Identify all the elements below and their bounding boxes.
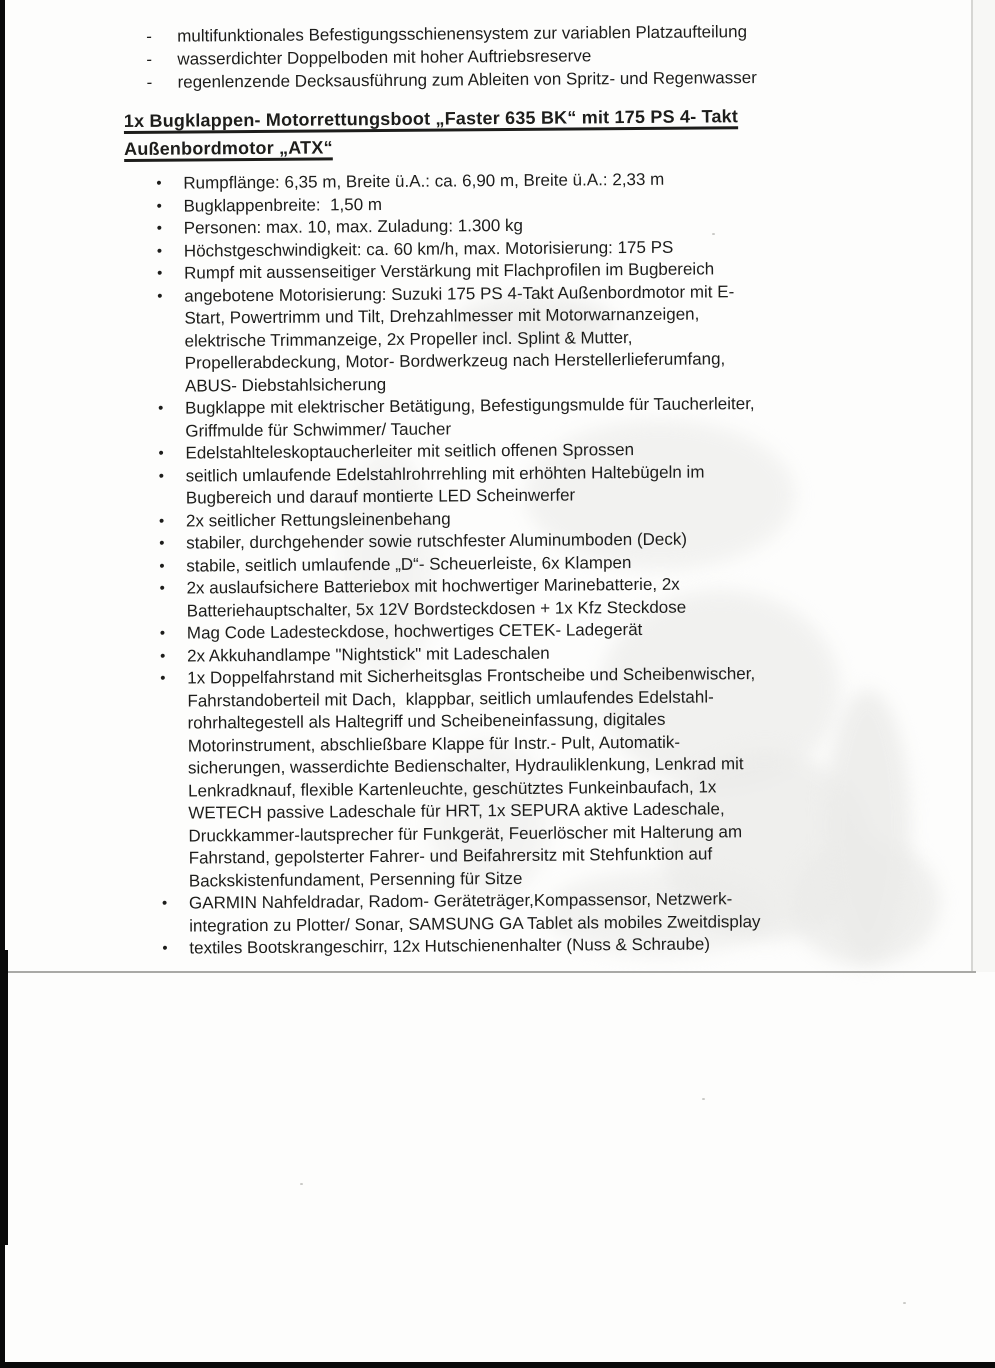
list-item: [159, 459, 959, 510]
section-heading: [124, 102, 739, 163]
list-item-text: 2x auslaufsichere Batteriebox mit hochwertiger Marinebatterie, 2x Batteriehauptschalter, 5x 12V Bordsteckdosen + 1x Kfz Steckdose: [186, 574, 687, 621]
list-item: [146, 65, 937, 94]
list-item-text: GARMIN Nahfeldradar, Radom- Geräteträger,Kompassensor, Netzwerk- integration zu Plotter/ Sonar, SAMSUNG GA Tablet als mobiles Zweitdisplay: [188, 889, 761, 936]
list-item-text: Rumpflänge: 6,35 m, Breite ü.A.: ca. 6,90 m, Breite ü.A.: 2,33 m: [183, 169, 665, 193]
scan-speck: [702, 1098, 705, 1100]
bullet-icon: •: [158, 512, 165, 530]
list-item: [159, 571, 959, 622]
scan-speck: [903, 1302, 906, 1304]
bullet-icon: •: [159, 534, 165, 552]
dash-icon: -: [146, 49, 153, 69]
list-item-text: 2x Akkuhandlampe "Nightstick" mit Ladeschalen: [186, 643, 550, 666]
list-item-text: angebotene Motorisierung: Suzuki 175 PS 4-Takt Außenbordmotor mit E- Start, Powertrimm und Tilt, Drehzahlmesser mit Motorwarnanzeigen, elektrische Trimmanzeige, 2x Propeller incl. Splint & Mutter, Propellerabdeckung, Motor- Bordwerkzeug nach Herstellerlieferumfang, ABUS- Diebstahlsicherung: [184, 281, 735, 396]
list-item-text: Mag Code Ladesteckdose, hochwertiges CETEK- Ladegerät: [186, 619, 643, 643]
intro-dash-list: [146, 19, 938, 94]
list-item: [158, 391, 958, 442]
list-item-text: Rumpf mit aussenseitiger Verstärkung mit Flachprofilen im Bugbereich: [183, 259, 715, 283]
list-item-text: Bugklappe mit elektrischer Betätigung, Befestigungsmulde für Taucherleiter, Griffmulde für Schwimmer/ Taucher: [185, 394, 755, 441]
list-item-text: Edelstahlteleskoptaucherleiter mit seitlich offenen Sprossen: [185, 440, 635, 463]
list-item: [162, 886, 962, 937]
list-item-text: 1x Doppelfahrstand mit Sicherheitsglas Frontscheibe und Scheibenwischer, Fahrstandoberteil mit Dach, klappbar, seitlich umlaufendes Edelstahl- rohrhaltegestell als Haltegriff und Scheibeneinfassung, digitales Motorinstrument, abschließbare Klappe für Instr.- Pult, Automatik- sicherungen, wasserdichte Bedienschalter, Hydrauliklenkung, Lenkrad mit Lenkradknauf, flexible Kartenleuchte, geschütztes Funkeinbaufach, 1x WETECH passive Ladeschale für HRT, 1x SEPURA aktive Ladeschale, Druckkammer-lautsprecher für Funkgerät, Feuerlöscher mit Halterung am Fahrstand, gepolsterter Fahrer- und Beifahrersitz mit Stehfunktion auf Backskistenfundament, Persenning für Sitze: [187, 664, 756, 891]
list-item: [157, 279, 958, 398]
list-item-text: Höchstgeschwindigkeit: ca. 60 km/h, max. Motorisierung: 175 PS: [183, 237, 674, 261]
bullet-icon: •: [157, 287, 163, 305]
bullet-icon: •: [159, 579, 165, 597]
bullet-icon: •: [160, 647, 166, 665]
bullet-icon: •: [156, 264, 163, 282]
list-item: [160, 661, 962, 892]
scanner-edge-left: [0, 950, 8, 1245]
dash-icon: -: [146, 26, 152, 46]
bullet-icon: •: [156, 242, 163, 260]
list-item-text: 2x seitlicher Rettungsleinenbehang: [185, 508, 451, 531]
list-item-text: Bugklappenbreite: 1,50 m: [183, 194, 383, 216]
list-item-text: textiles Bootskrangeschirr, 12x Hutschienenhalter (Nuss & Schraube): [189, 934, 711, 958]
list-item-text: regenlenzende Decksausführung zum Ableiten von Spritz- und Regenwasser: [177, 68, 757, 92]
list-item-text: stabile, seitlich umlaufende „D“- Scheuerleiste, 6x Klampen: [186, 552, 632, 576]
bullet-icon: •: [156, 197, 162, 215]
list-item-text: stabiler, durchgehender sowie rutschfester Aluminumboden (Deck): [186, 529, 688, 553]
bullet-icon: •: [159, 557, 165, 575]
bullet-icon: •: [158, 399, 164, 417]
list-item-text: wasserdichter Doppelboden mit hoher Auftriebsreserve: [177, 46, 592, 69]
heading-line-2: Außenbordmotor „ATX“: [124, 137, 333, 160]
spec-bullet-list: [156, 166, 962, 960]
bullet-icon: •: [160, 669, 166, 687]
bullet-icon: •: [158, 444, 164, 462]
list-item-text: seitlich umlaufende Edelstahlrohrrehling mit erhöhten Haltebügeln im Bugbereich und darauf montierte LED Scheinwerfer: [185, 461, 705, 508]
scanner-edge-bottom: [0, 1362, 995, 1368]
bullet-icon: •: [162, 939, 168, 957]
list-item-text: Personen: max. 10, max. Zuladung: 1.300 kg: [183, 215, 524, 238]
dash-icon: -: [146, 72, 153, 92]
bullet-icon: •: [161, 894, 168, 912]
bullet-icon: •: [156, 219, 163, 237]
bullet-icon: •: [159, 624, 166, 642]
list-item-text: multifunktionales Befestigungsschienensystem zur variablen Platzaufteilung: [177, 22, 748, 46]
bullet-icon: •: [156, 174, 162, 192]
scan-speck: [300, 1183, 303, 1185]
bullet-icon: •: [158, 467, 164, 485]
heading-line-1: 1x Bugklappen- Motorrettungsboot „Faster 635 BK“ mit 175 PS 4- Takt: [123, 106, 739, 132]
